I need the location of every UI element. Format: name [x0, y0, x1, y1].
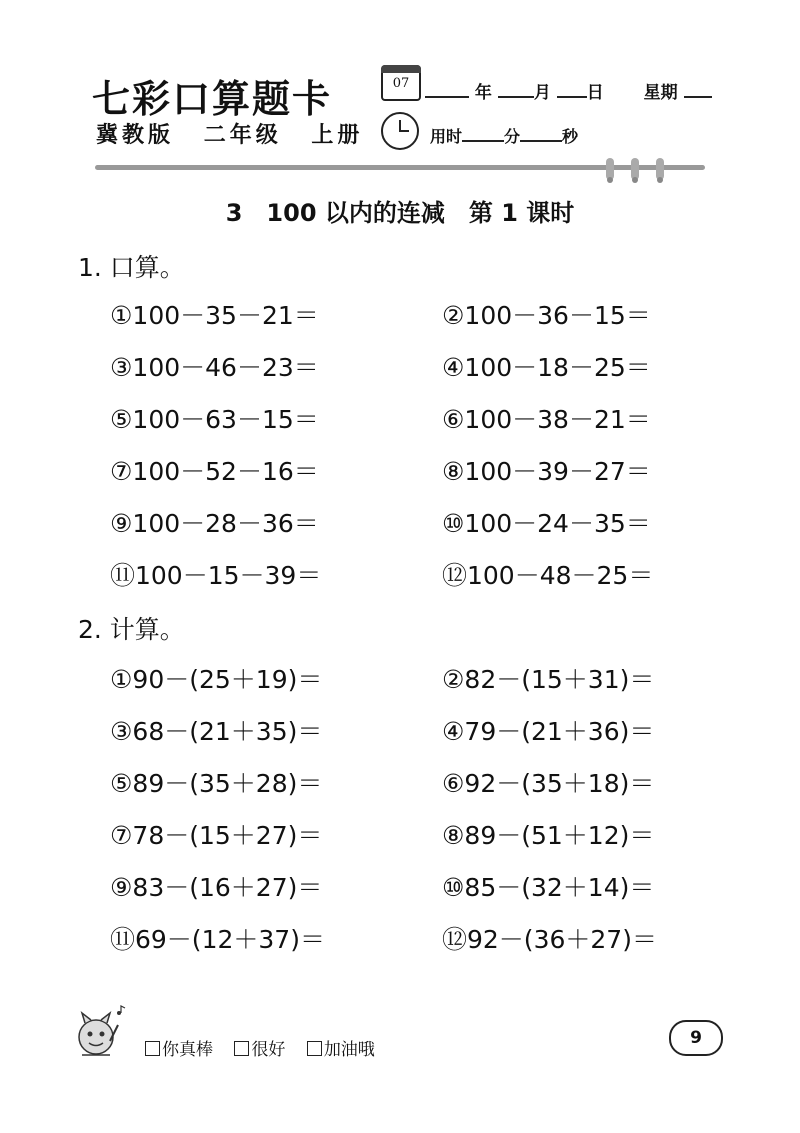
- problem-2-8: ⑧89－(51＋12)＝: [442, 821, 655, 850]
- weekday-blank[interactable]: [684, 82, 712, 98]
- problem-1-5: ⑤100－63－15＝: [110, 405, 319, 434]
- minute-label: 分: [504, 127, 521, 146]
- problem-2-7: ⑦78－(15＋27)＝: [110, 821, 323, 850]
- problem-2-5: ⑤89－(35＋28)＝: [110, 769, 323, 798]
- edition-publisher: 冀教版: [96, 123, 175, 148]
- month-label: 月: [533, 83, 551, 103]
- clock-icon: [381, 112, 419, 150]
- checkbox-icon: [307, 1041, 322, 1056]
- rating-label: 加油哦: [323, 1040, 375, 1060]
- problem-2-10: ⑩85－(32＋14)＝: [442, 873, 655, 902]
- problem-1-8: ⑧100－39－27＝: [442, 457, 651, 486]
- rating-label: 很好: [251, 1040, 286, 1060]
- day-label: 日: [586, 83, 604, 103]
- time-used-label: 用时: [430, 127, 463, 146]
- problem-2-9: ⑨83－(16＋27)＝: [110, 873, 323, 902]
- problem-1-3: ③100－46－23＝: [110, 353, 319, 382]
- section-1-title: 1. 口算。: [78, 253, 185, 282]
- checkbox-icon: [234, 1041, 249, 1056]
- self-rating: [145, 1035, 391, 1060]
- minute-blank[interactable]: [462, 126, 504, 142]
- problem-1-9: ⑨100－28－36＝: [110, 509, 319, 538]
- second-label: 秒: [562, 127, 579, 146]
- problem-2-11: ⑪69－(12＋37)＝: [110, 925, 325, 954]
- problem-1-10: ⑩100－24－35＝: [442, 509, 651, 538]
- problem-2-6: ⑥92－(35＋18)＝: [442, 769, 655, 798]
- calendar-icon: [381, 65, 421, 101]
- rating-label: 你真棒: [162, 1040, 213, 1060]
- month-blank[interactable]: [498, 82, 534, 98]
- second-blank[interactable]: [520, 126, 562, 142]
- year-label: 年: [474, 83, 492, 103]
- problem-1-1: ①100－35－21＝: [110, 301, 319, 330]
- section-2-title: 2. 计算。: [78, 615, 185, 644]
- problem-2-3: ③68－(21＋35)＝: [110, 717, 323, 746]
- weekday-label: 星期: [643, 83, 678, 103]
- page-number: 9: [669, 1020, 723, 1056]
- edition-grade: 二年级: [203, 123, 282, 148]
- problem-1-12: ⑫100－48－25＝: [442, 561, 654, 590]
- edition-info: [96, 118, 381, 149]
- mascot-icon: [72, 1003, 128, 1061]
- problem-1-6: ⑥100－38－21＝: [442, 405, 651, 434]
- problem-1-2: ②100－36－15＝: [442, 301, 651, 330]
- date-fill-line: [425, 78, 712, 103]
- binder-ring: [656, 158, 664, 180]
- brand-title: 七彩口算题卡: [92, 76, 333, 121]
- lesson-title: 3 100 以内的连减 第 1 课时: [225, 199, 575, 227]
- year-blank[interactable]: [425, 82, 469, 98]
- rating-option-keep-going[interactable]: [307, 1040, 375, 1060]
- problem-1-11: ⑪100－15－39＝: [110, 561, 322, 590]
- problem-1-7: ⑦100－52－16＝: [110, 457, 319, 486]
- binder-ring: [606, 158, 614, 180]
- rating-option-good[interactable]: [234, 1040, 285, 1060]
- problem-2-1: ①90－(25＋19)＝: [110, 665, 323, 694]
- edition-volume: 上册: [311, 123, 364, 148]
- time-fill-line: [430, 124, 578, 147]
- binder-ring: [631, 158, 639, 180]
- rating-option-great[interactable]: [145, 1040, 213, 1060]
- day-blank[interactable]: [557, 82, 587, 98]
- problem-2-4: ④79－(21＋36)＝: [442, 717, 655, 746]
- problem-2-12: ⑫92－(36＋27)＝: [442, 925, 657, 954]
- calendar-day: 07: [392, 76, 410, 91]
- problem-2-2: ②82－(15＋31)＝: [442, 665, 655, 694]
- checkbox-icon: [145, 1041, 160, 1056]
- problem-1-4: ④100－18－25＝: [442, 353, 651, 382]
